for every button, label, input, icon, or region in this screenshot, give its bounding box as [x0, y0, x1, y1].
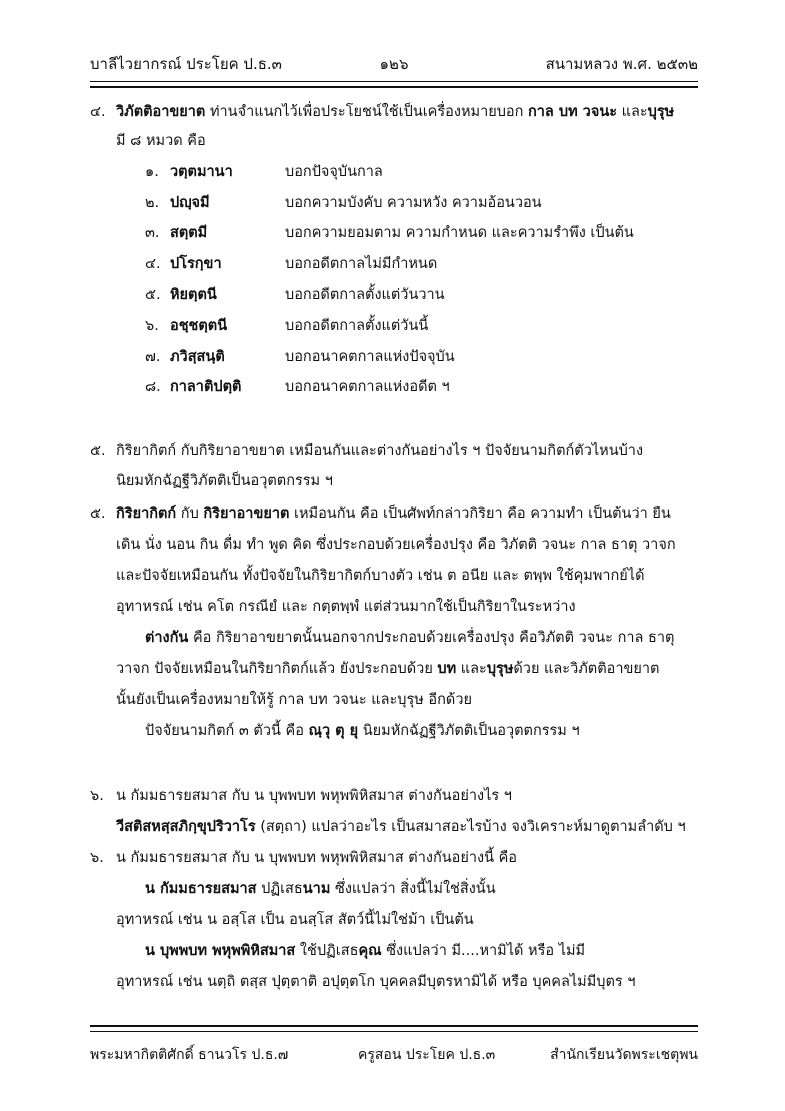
question-5-line-2: นิยมหักฉัฏฐีวิภัตติเป็นอวุตตกรรม ฯ: [116, 473, 333, 489]
answer-5-line-8: ปัจจัยนามกิตก์ ๓ ตัวนี้ คือ ณฺวุ ตุ ยุ นิยมหักฉัฏฐีวิภัตติเป็นอวุตตกรรม ฯ: [145, 723, 580, 739]
answer-5-line-1: กิริยากิตก์ กับ กิริยาอาขยาต เหมือนกัน คือ เป็นศัพท์กล่าวกิริยา คือ ความทำ เป็นต้นว่า ยืน: [116, 506, 671, 522]
answer-6-line-2: น กัมมธารยสมาส ปฏิเสธนาม ซึ่งแปลว่า สิ่งนี้ไม่ใช่สิ่งนั้น: [145, 881, 496, 897]
question-5-number: ๕.: [90, 443, 106, 459]
answer-6-line-5: อุทาหรณ์ เช่น นตฺถิ ตสฺส ปุตฺตาติ อปุตฺตโก บุคคลมีบุตรหามิได้ หรือ บุคคลไม่มีบุตร ฯ: [116, 974, 636, 990]
question-6-line-1: น กัมมธารยสมาส กับ น บุพพบท พหุพพิหิสมาส ต่างกันอย่างไร ฯ: [116, 788, 512, 804]
footer-rule-thick: [90, 1025, 698, 1027]
answer-5-line-6: วาจก ปัจจัยเหมือนในกิริยากิตก์แล้ว ยังประกอบด้วย บท และบุรุษด้วย และวิภัตติอาขยาต: [116, 661, 660, 677]
answer-6-line-3: อุทาหรณ์ เช่น น อสฺโส เป็น อนสฺโส สัตว์นี้ไม่ใช่ม้า เป็นต้น: [116, 912, 474, 928]
section-4-number: ๔.: [90, 104, 106, 120]
answer-5-line-4: อุทาหรณ์ เช่น คโต กรณียํ และ กตฺตพฺพํ แต่ส่วนมากใช้เป็นกิริยาในระหว่าง: [116, 599, 576, 615]
question-6-number: ๖.: [90, 788, 104, 804]
header-title: บาลีไวยากรณ์ ประโยค ป.ธ.๓: [90, 55, 282, 73]
footer-rule-thin: [90, 1031, 698, 1032]
answer-5-number: ๕.: [90, 506, 106, 522]
answer-5-line-3: และปัจจัยเหมือนกัน ทั้งปัจจัยในกิริยากิตก์บางตัว เช่น ต อนีย และ ตพฺพ ใช้คุมพากย์ได้: [116, 568, 645, 584]
answer-5-line-2: เดิน นั่ง นอน กิน ดื่ม ทำ พูด คิด ซึ่งประกอบด้วยเครื่องปรุง คือ วิภัตติ วจนะ กาล ธาตุ วาจก: [116, 537, 676, 553]
page-number: ๑๒๖: [379, 55, 409, 73]
question-5-line-1: กิริยากิตก์ กับกิริยาอาขยาต เหมือนกันและต่างกันอย่างไร ฯ ปัจจัยนามกิตก์ตัวไหนบ้าง: [116, 443, 644, 459]
header-rule-thin: [90, 81, 698, 82]
question-6-line-2: วีสติสหสฺสภิกฺขุปริวาโร (สตฺถา) แปลว่าอะไร เป็นสมาสอะไรบ้าง จงวิเคราะห์มาดูตามลำดับ ฯ: [116, 819, 686, 835]
answer-5-line-5: ต่างกัน คือ กิริยาอาขยาตนั้นนอกจากประกอบด้วยเครื่องปรุง คือวิภัตติ วจนะ กาล ธาตุ: [145, 630, 675, 646]
section-4-line-2: มี ๘ หมวด คือ: [116, 133, 206, 149]
header-exam: สนามหลวง พ.ศ. ๒๕๓๒: [545, 55, 698, 73]
footer-role: ครูสอน ประโยค ป.ธ.๓: [358, 1047, 496, 1063]
answer-6-number: ๖.: [90, 850, 104, 866]
answer-5-line-7: นั้นยังเป็นเครื่องหมายให้รู้ กาล บท วจนะ และบุรุษ อีกด้วย: [116, 692, 472, 708]
footer-school: สำนักเรียนวัดพระเชตุพน: [550, 1047, 698, 1063]
answer-6-line-4: น บุพพบท พหุพพิหิสมาส ใช้ปฏิเสธคุณ ซึ่งแปลว่า มี....หามิได้ หรือ ไม่มี: [145, 943, 586, 959]
footer-author: พระมหากิตติศักดิ์ ธานวโร ป.ธ.๗: [90, 1047, 289, 1063]
section-4-term: วิภัตติอาขยาต: [116, 104, 206, 120]
page-header: [90, 52, 698, 76]
section-4-line-1: วิภัตติอาขยาต ท่านจำแนกไว้เพื่อประโยชน์ใช้เป็นเครื่องหมายบอก กาล บท วจนะ และบุรุษ: [116, 104, 675, 120]
header-rule-thick: [90, 86, 698, 88]
page-footer: [90, 1044, 698, 1068]
answer-6-line-1: น กัมมธารยสมาส กับ น บุพพบท พหุพพิหิสมาส ต่างกันอย่างนี้ คือ: [116, 850, 517, 866]
